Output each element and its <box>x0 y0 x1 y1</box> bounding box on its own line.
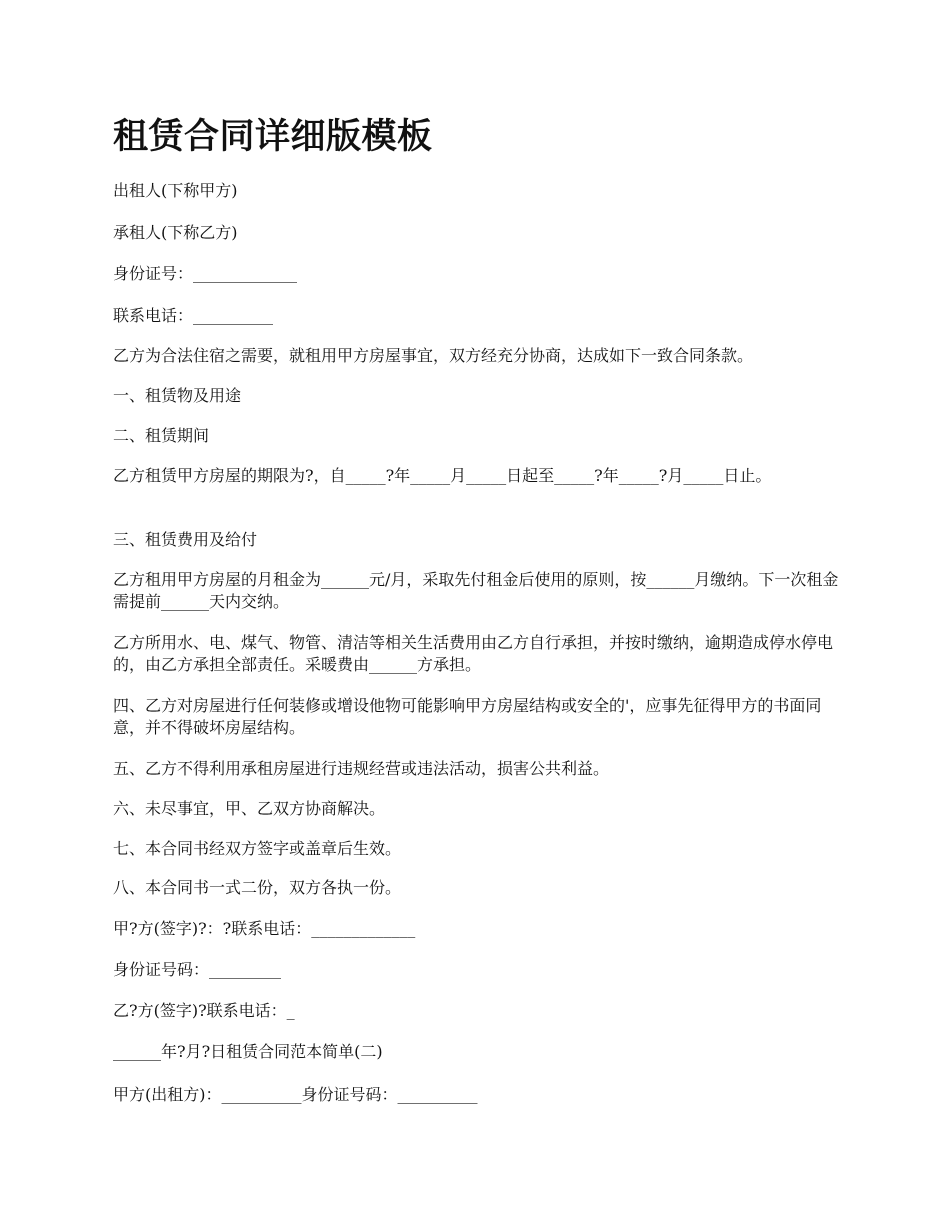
section-5-paragraph: 五、乙方不得利用承租房屋进行违规经营或违法活动，损害公共利益。 <box>113 759 610 778</box>
phone-line: 联系电话：__________ <box>113 306 274 325</box>
lessee-line: 承租人(下称乙方) <box>113 223 238 242</box>
section-8-paragraph: 八、本合同书一式二份，双方各执一份。 <box>113 878 402 897</box>
party-a-signature-line: 甲?方(签字)?：?联系电话：_____________ <box>113 919 416 938</box>
party-a-id-line: 身份证号码：_________ <box>113 960 282 979</box>
section-2-heading: 二、租赁期间 <box>113 426 210 445</box>
rent-paragraph: 乙方租用甲方房屋的月租金为______元/月，采取先付租金后使用的原则，按______月缴纳。下一次租金需提前______天内交纳。 <box>113 570 839 611</box>
date-and-second-template-heading: ______年?月?日租赁合同范本简单(二) <box>113 1042 383 1061</box>
lease-period-paragraph: 乙方租赁甲方房屋的期限为?，自_____?年_____月_____日起至_____?年_____?月_____日止。 <box>113 466 772 485</box>
section-4-paragraph: 四、乙方对房屋进行任何装修或增设他物可能影响甲方房屋结构或安全的'，应事先征得甲方的书面同意，并不得破坏房屋结构。 <box>113 696 822 737</box>
lessor-line: 出租人(下称甲方) <box>113 181 238 200</box>
preamble-paragraph: 乙方为合法住宿之需要，就租用甲方房屋事宜，双方经充分协商，达成如下一致合同条款。 <box>113 346 754 365</box>
section-3-heading: 三、租赁费用及给付 <box>113 530 258 549</box>
id-number-line: 身份证号：_____________ <box>113 264 298 283</box>
section-6-paragraph: 六、未尽事宜，甲、乙双方协商解决。 <box>113 799 386 818</box>
utilities-paragraph: 乙方所用水、电、煤气、物管、清洁等相关生活费用由乙方自行承担，并按时缴纳，逾期造成停水停电的，由乙方承担全部责任。采暖费由______方承担。 <box>113 633 834 674</box>
section-7-paragraph: 七、本合同书经双方签字或盖章后生效。 <box>113 839 402 858</box>
party-b-signature-line: 乙?方(签字)?联系电话：_ <box>113 1001 295 1020</box>
lessor-info-line: 甲方(出租方)：__________身份证号码：__________ <box>113 1085 478 1104</box>
document-title: 租赁合同详细版模板 <box>113 117 433 157</box>
section-1-heading: 一、租赁物及用途 <box>113 386 242 405</box>
